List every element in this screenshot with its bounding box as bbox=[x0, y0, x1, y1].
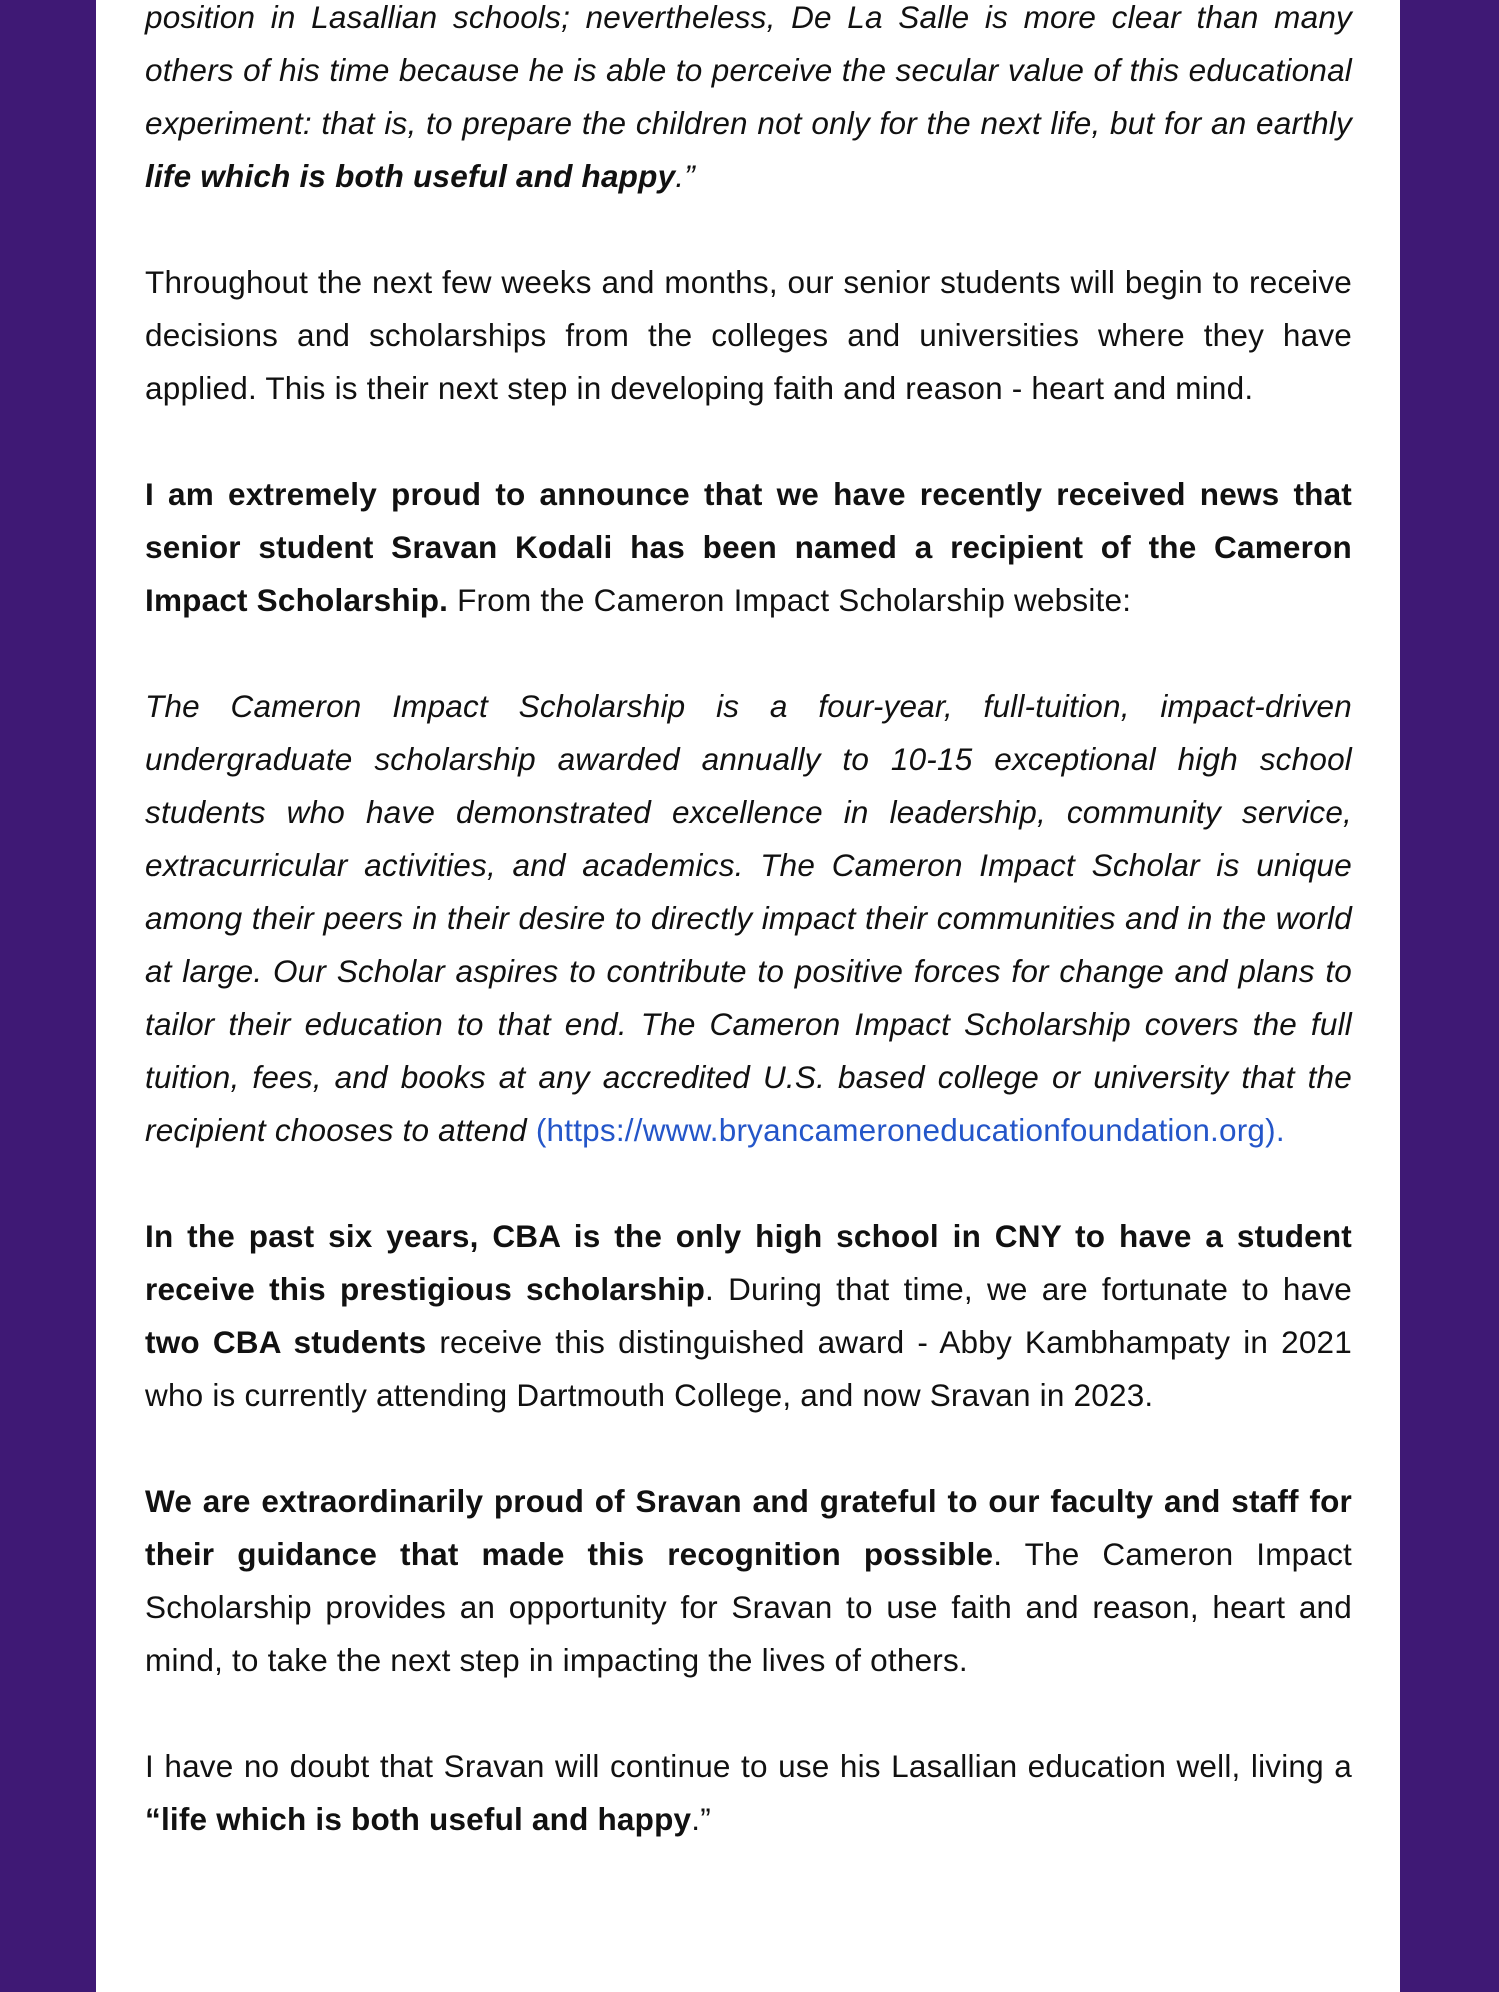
scholarship-description-quote bbox=[145, 680, 1352, 1157]
paragraph-senior-decisions bbox=[145, 256, 1352, 415]
quote-text: position in Lasallian schools; nevertheless, De La Salle is more clear than many others of his time because he is able to perceive the secular value of this educational experiment: that is, to prepare the children not only for the next life, but for an earthly bbox=[145, 0, 1352, 141]
two-students-emphasis: two CBA students bbox=[145, 1324, 427, 1360]
newsletter-card bbox=[96, 0, 1400, 1992]
closing-quote-mark: .” bbox=[691, 1801, 711, 1837]
paragraph-past-recipients bbox=[145, 1210, 1352, 1422]
paragraph-text: I have no doubt that Sravan will continue to use his Lasallian education well, living a bbox=[145, 1748, 1352, 1784]
paragraph-closing bbox=[145, 1740, 1352, 1846]
quote-closing: .” bbox=[675, 158, 695, 194]
announcement-emphasis: I am extremely proud to announce that we have recently received news that senior student Sravan Kodali has been named a recipient of the Cameron Impact Scholarship. bbox=[145, 476, 1352, 618]
article-body bbox=[145, 0, 1352, 1899]
gratitude-emphasis: We are extraordinarily proud of Sravan and grateful to our faculty and staff for their guidance that made this recognition possible bbox=[145, 1483, 1352, 1572]
paragraph-text: . During that time, we are fortunate to have bbox=[705, 1271, 1352, 1307]
paragraph-text: Throughout the next few weeks and months, our senior students will begin to receive decisions and scholarships from the colleges and universities where they have applied. This is their next step in developing faith and reason - heart and mind. bbox=[145, 264, 1352, 406]
quote-paragraph-de-la-salle bbox=[145, 0, 1352, 203]
paragraph-text: . The Cameron Impact Scholarship provides an opportunity for Sravan to use faith and reason, heart and mind, to take the next step in impacting the lives of others. bbox=[145, 1536, 1352, 1678]
foundation-website-link[interactable]: (https://www.bryancameroneducationfoundation.org). bbox=[535, 1112, 1285, 1148]
closing-emphasis: “life which is both useful and happy bbox=[145, 1801, 692, 1837]
past-years-emphasis: In the past six years, CBA is the only high school in CNY to have a student receive this prestigious scholarship bbox=[145, 1218, 1352, 1307]
quote-emphasis: life which is both useful and happy bbox=[145, 158, 676, 194]
paragraph-announcement bbox=[145, 468, 1352, 627]
scholarship-quote-text: The Cameron Impact Scholarship is a four-year, full-tuition, impact-driven undergraduate scholarship awarded annually to 10-15 exceptional high school students who have demonstrated excellence in leadership, community service, extracurricular activities, and academics. The Cameron Impact Scholar is unique among their peers in their desire to directly impact their communities and in the world at large. Our Scholar aspires to contribute to positive forces for change and plans to tailor their education to that end. The Cameron Impact Scholarship covers the full tuition, fees, and books at any accredited U.S. based college or university that the recipient chooses to attend bbox=[145, 688, 1352, 1148]
paragraph-gratitude bbox=[145, 1475, 1352, 1687]
paragraph-text: From the Cameron Impact Scholarship website: bbox=[448, 582, 1132, 618]
paragraph-text: receive this distinguished award - Abby Kambhampaty in 2021 who is currently attending Dartmouth College, and now Sravan in 2023. bbox=[145, 1324, 1352, 1413]
